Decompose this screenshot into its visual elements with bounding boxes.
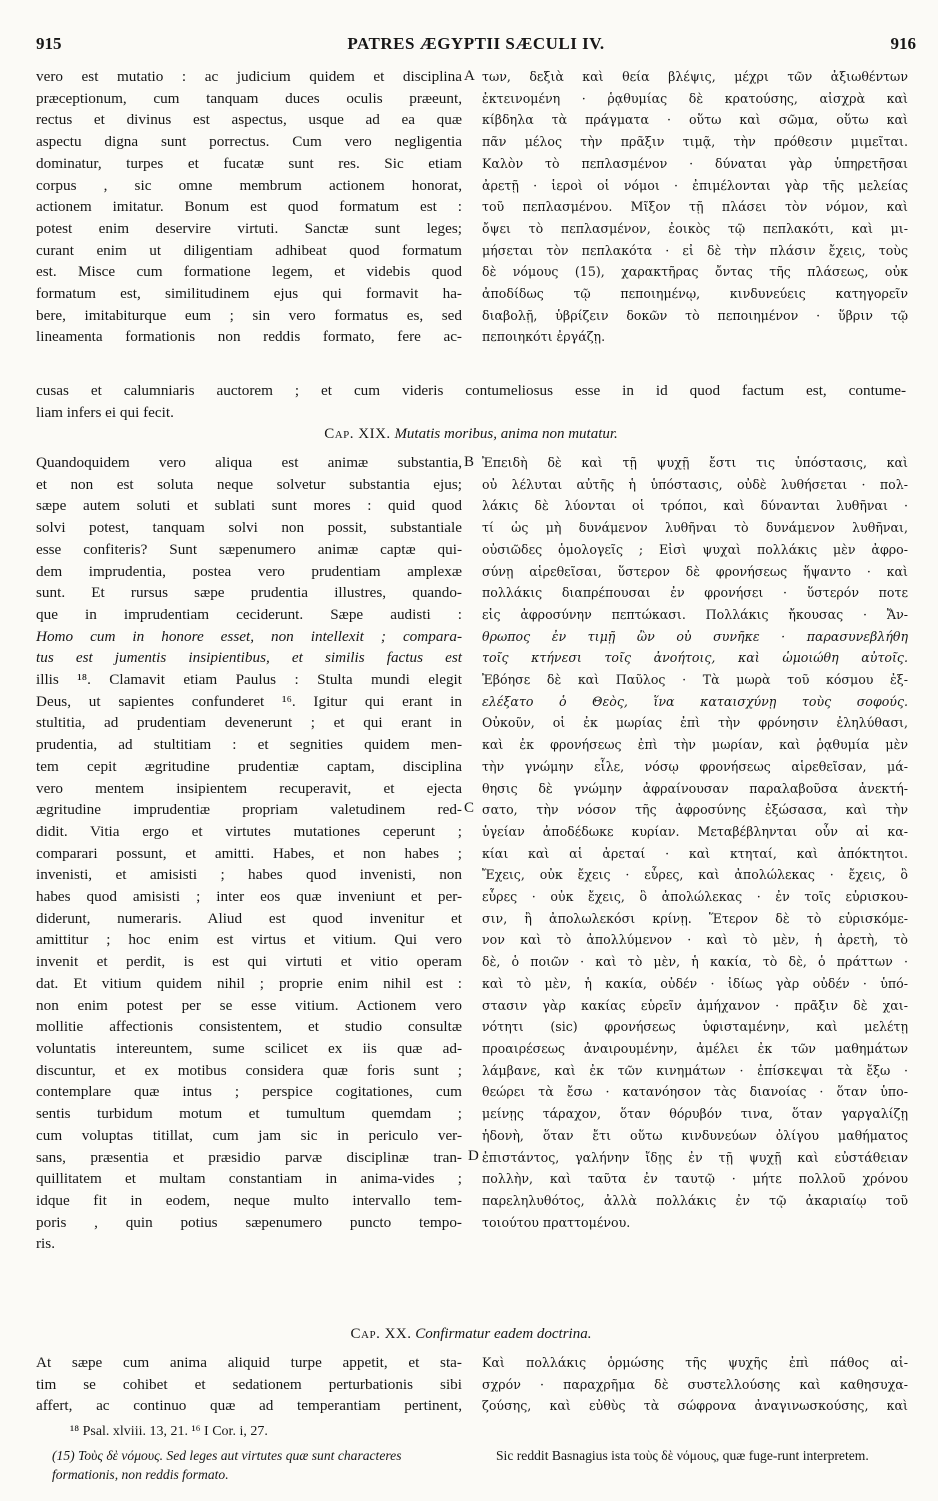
text-line: habes quod amisisti ; inter eos quæ inveniunt et per-	[36, 888, 462, 906]
page-number-right: 916	[890, 34, 916, 53]
text-line: Quandoquidem vero aliqua est animæ substantia,	[36, 454, 462, 471]
text-line: Deus, ut sapientes confunderet ¹⁶. Igitur qui erant in	[36, 692, 462, 710]
text-line: τί ὡς μὴ δυνάμενον λυθῆναι τὸ δυνάμενον λυθῆναι,	[482, 520, 908, 536]
text-line: illis ¹⁸. Clamavit etiam Paulus : Stulta mundi elegit	[36, 671, 462, 689]
text-line: μείνῃς τάραχον, ὅταν θόρυβόν τινα, ὅταν γαργαλίζῃ	[482, 1106, 908, 1122]
latin-column-chapter-xix	[36, 452, 462, 1255]
text-line: λάκις δὲ λύονται οἱ τρόποι, καὶ δύνανται λυθῆναι ·	[482, 498, 908, 514]
text-line: rectus et divinus est aspectus, usque ad ea quæ	[36, 111, 462, 129]
footnote-left	[52, 1446, 462, 1484]
text-line: καὶ ἐκ φρονήσεως ἐπὶ τὴν μωρίαν, καὶ ῥᾳθυμία μὲν	[482, 737, 908, 753]
text-line: οὐσιῶδες ὁμολογεῖς ; Εἰσὶ ψυχαὶ πολλάκις μὲν ἀφρο-	[482, 541, 908, 557]
greek-column-chapter-xix	[482, 452, 908, 1233]
text-line: dominatur, turpes et fucatæ sunt res. Sic etiam	[36, 154, 462, 172]
text-line: dem imprudentia, postea vero prudentiam amplexæ	[36, 562, 462, 580]
text-line: δὲ νόμους (15), χαρακτῆρας ὄντας τῆς πλάσεως, οὐκ	[482, 264, 908, 280]
footnote-text: (15) Τοὺς δὲ νόμους. Sed leges aut virtutes quæ sunt characteres formationis, non reddis formato.	[52, 1448, 402, 1482]
text-line: τοιούτου πραττομένου.	[482, 1214, 631, 1230]
text-line: cusas et calumniaris auctorem ; et cum videris contumeliosus esse in id quod factum est, contume-	[36, 382, 906, 399]
chapter-title: Mutatis moribus, anima non mutatur.	[394, 426, 618, 442]
text-line: sæpe autem soluti et sublati sunt mores : quid quod	[36, 497, 462, 515]
text-line: tem cepit ægritudine prudentiæ captam, disciplina	[36, 757, 462, 775]
text-line: σατο, τὴν νόσον τῆς ἀφροσύνης ἐξώσασα, καὶ τὴν	[482, 802, 908, 818]
text-line: mollitie affectionis consistentem, et studio consultæ	[36, 1018, 462, 1036]
text-line: et non est soluta neque solvetur substantia ejus;	[36, 475, 462, 493]
text-line: θεώρει τὰ ἔσω · κατανόησον τὰς διανοίας · ὅταν ὑπο-	[482, 1084, 908, 1100]
text-line: νότητι (sic) φρονήσεως ὑφισταμένην, καὶ μελέτῃ	[482, 1019, 908, 1035]
footnote-text: Sic reddit Basnagius ista τοὺς δὲ νόμους, quæ fuge-runt interpretem.	[496, 1448, 869, 1463]
chapter-title: Confirmatur eadem doctrina.	[415, 1326, 592, 1342]
text-line: contemplare quæ intus ; perspice cogitationes, cum	[36, 1083, 462, 1101]
text-line: cum voluptas titillat, cum jam sic in periculo ver-	[36, 1126, 462, 1144]
text-line: ἀποδίδως τῷ πεποιημένῳ, κινδυνεύεις κατηγορεῖν	[482, 286, 908, 302]
latin-wide-continuation	[36, 380, 906, 423]
text-line: καὶ τὸ μὲν, ἡ κακία, οὐδέν · ἰδίως γὰρ οὐδέν · ὑπό-	[482, 975, 908, 991]
text-line: non enim potest per se esse vitium. Actionem vero	[36, 996, 462, 1014]
text-line: est. Misce cum formatione legem, et videbis quod	[36, 263, 462, 281]
text-line: vero mentem insipientem recuperavit, et ejecta	[36, 779, 462, 797]
text-line: Ἔχεις, οὐκ ἔχεις · εὗρες, καὶ ἀπολώλεκας · ἔχεις, ὃ	[482, 867, 908, 883]
text-line: discuntur, et ex motibus considera quæ foris sunt ;	[36, 1061, 462, 1079]
text-line: κίβδηλα τὰ πράγματα · οὕτω καὶ σῶμα, οὕτω καὶ	[482, 112, 908, 128]
text-line: sans, præsentia et præsidio parvæ disciplinæ tran-	[36, 1148, 462, 1166]
text-line: præceptionum, cum tanquam duces oculis præeunt,	[36, 89, 462, 107]
text-line: voluntatis intereuntem, sume scilicet ex iis quæ ad-	[36, 1039, 462, 1057]
chapter-number: Cap. XX.	[350, 1326, 412, 1342]
chapter-number: Cap. XIX.	[324, 426, 391, 442]
text-line: At sæpe cum anima aliquid turpe appetit, et sta-	[36, 1354, 462, 1371]
text-line: κίαι καὶ αἱ ἀρεταί · καὶ κτηταί, καὶ ἀπόκτητοι.	[482, 845, 908, 861]
text-line: εὗρες · οὐκ ἔχεις, ὃ ἀπολώλεκας · ἐν τοῖς εὑρισκου-	[482, 889, 908, 905]
text-line: οὐ λέλυται αὐτῆς ἡ ὑπόστασις, οὐδὲ λυθήσεται · πολ-	[482, 476, 908, 492]
text-line: que in imprudentiam ceciderunt. Sæpe audisti :	[36, 605, 462, 623]
text-line: Ἐπειδὴ δὲ καὶ τῇ ψυχῇ ἔστι τις ὑπόστασις, καὶ	[482, 455, 908, 470]
page-number-left: 915	[36, 34, 62, 53]
text-line: curant enim ut diligentiam adhibeat quod formatum	[36, 241, 462, 259]
text-line: προαιρέσεως ἀναιρουμένην, ἀμέλει ἐκ τῶν μαθημάτων	[482, 1040, 908, 1056]
text-line: Καὶ πολλάκις ὁρμώσης τῆς ψυχῆς ἐπὶ πάθος αἰ-	[482, 1355, 908, 1370]
text-line: θησις δὲ γνώμην ἀφραίνουσαν παραλαβοῦσα ἀνεκτή-	[482, 780, 908, 796]
text-line: πεποιηκότι ἐργάζῃ.	[482, 329, 606, 345]
text-line: sunt. Et rursus sæpe prudentia illustres, quando-	[36, 584, 462, 602]
text-line: τοῖς κτήνεσι τοῖς ἀνοήτοις, καὶ ὡμοιώθη αὐτοῖς.	[482, 650, 908, 666]
text-line: Ἐβόησε δὲ καὶ Παῦλος · Τὰ μωρὰ τοῦ κόσμου ἐξ-	[482, 672, 908, 688]
scripture-references	[70, 1422, 462, 1441]
text-line: liam infers ei qui fecit.	[36, 403, 174, 421]
footnote-right	[496, 1446, 906, 1465]
text-line: comparari possunt, et amitti. Habes, et non habes ;	[36, 844, 462, 862]
text-line: τοῦ πεπλασμένου. Μῖξον τῇ πλάσει τὸν νόμον, καὶ	[482, 199, 908, 215]
text-line: ελέξατο ὁ Θεὸς, ἵνα καταισχύνῃ τοὺς σοφούς.	[482, 693, 908, 709]
text-line: corpus , sic omne membrum actionem honorat,	[36, 176, 462, 194]
text-line: esse confiteris? Sunt sæpenumero animæ captæ qui-	[36, 540, 462, 558]
text-line: vero est mutatio : ac judicium quidem et disciplina	[36, 68, 462, 85]
text-line: ἡδονὴ, ὅταν ἔτι οὕτω κινδυνεύων ὀλίγου μαθήματος	[482, 1127, 908, 1143]
text-line: amittitur ; hoc enim est virtus et vitium. Qui vero	[36, 931, 462, 949]
text-line: Καλὸν τὸ πεπλασμένον · δύναται γὰρ ὑπηρετῆσαι	[482, 155, 908, 171]
text-line: invenit et perdit, is est qui virtuti et vitio operam	[36, 953, 462, 971]
margin-marker-d: D	[468, 1148, 479, 1164]
text-line: potest enim deservire virtuti. Sanctæ sunt leges;	[36, 219, 462, 237]
margin-marker-c: C	[464, 800, 475, 816]
text-line: τὴν γνώμην εἷλε, νόσῳ φρονήσεως αἱρεθεῖσαν, μά-	[482, 758, 908, 774]
text-line: μήσεται τὸν πεπλακότα · εἰ δὲ τὴν πλάσιν ἔχεις, τοὺς	[482, 242, 908, 258]
text-line: λάμβανε, καὶ ἐκ τῶν κινημάτων · ἐπίσκεψαι τὰ ἔξω ·	[482, 1062, 908, 1078]
text-line: δὲ, ὁ ποιῶν · καὶ τὸ μὲν, ἡ κακία, τὸ δὲ, ὁ πράττων ·	[482, 954, 908, 970]
text-line: ζούσης, καὶ εὐθὺς τὰ σώφρονα ἀναγινωσκούσης, καὶ	[482, 1398, 908, 1414]
text-line: ægritudine imprudentiæ propriam valetudinem red-	[36, 801, 462, 819]
text-line: quillitatem et multam constantiam in anima-vides ;	[36, 1170, 462, 1188]
text-line: actionem imitatur. Bonum est quod formatum est :	[36, 198, 462, 216]
text-line: stultitia, ad prudentiam devenerunt ; et qui erant in	[36, 714, 462, 732]
text-line: solvi potest, tanquam solvi non possit, substantiale	[36, 519, 462, 537]
footnote-refs: ¹⁸ Psal. xlviii. 13, 21. ¹⁶ I Cor. i, 27.	[70, 1424, 268, 1439]
text-line: poris , quin potius sæpenumero puncto tempo-	[36, 1213, 462, 1231]
text-line: ἐκτεινομένη · ῥᾳθυμίας δὲ κρατούσης, αἰσχρὰ καὶ	[482, 90, 908, 106]
text-line: σύνῃ αἱρεθεῖσαι, ὕστερον δὲ φρονήσεως ἥψαντο · καὶ	[482, 563, 908, 579]
text-line: invenisti, et amisisti ; habes quod invenisti, non	[36, 866, 462, 884]
text-line: tim se cohibet et sedationem perturbationis sibi	[36, 1375, 462, 1393]
greek-column-chapter-xx	[482, 1352, 908, 1417]
text-line: idque fit in eodem, neque multo intervallo tem-	[36, 1191, 462, 1209]
text-line: Οὐκοῦν, οἱ ἐκ μωρίας ἐπὶ τὴν φρόνησιν ἐληλύθασι,	[482, 715, 908, 731]
text-line: dat. Et vitium quidem nihil ; proprie enim nihil est :	[36, 974, 462, 992]
text-line: Homo cum in honore esset, non intellexit ; compara-	[36, 627, 462, 645]
text-line: ἐπιστάντος, γαλήνην ἴδῃς ἐν τῇ ψυχῇ καὶ εὐστάθειαν	[482, 1149, 908, 1165]
chapter-heading-xix	[36, 426, 906, 443]
latin-column-chapter-xx	[36, 1352, 462, 1417]
text-line: affert, ac continuo quæ ad temperantiam pertinent,	[36, 1397, 462, 1415]
greek-column-section-1	[482, 66, 908, 348]
text-line: diderunt, numeraris. Aliud est quod invenitur et	[36, 909, 462, 927]
text-line: formatum est, similitudinem ejus qui formavit ha-	[36, 285, 462, 303]
text-line: prudentia, ad stultitiam : et segnities quidem men-	[36, 736, 462, 754]
text-line: εἰς ἀφροσύνην πεπτώκασι. Πολλάκις ἤκουσας · Ἄν-	[482, 606, 908, 622]
text-line: ὄψει τὸ πεπλασμένον, ἐοικὸς τῷ πεπλακότι, καὶ μι-	[482, 220, 908, 236]
text-line: bere, imitabiturque eum ; sin vero formatus es, sed	[36, 306, 462, 324]
text-line: διαβολῇ, ὑβρίζειν δοκῶν τὸ πεποιημένον · ὕβριν τῷ	[482, 307, 908, 323]
text-line: lineamenta formationis non reddis formato, fere ac-	[36, 328, 462, 346]
text-line: παρεληλυθότος, ἀλλὰ πολλάκις ἐν τῷ ἀκαριαίῳ τοῦ	[482, 1192, 908, 1208]
margin-marker-b: B	[464, 454, 475, 470]
text-line: tus est jumentis insipientibus, et similis factus est	[36, 649, 462, 667]
text-line: aspectu digna sunt porrectus. Cum vero negligentia	[36, 133, 462, 151]
text-line: πολλάκις διαπρέπουσαι ἐν φρονήσει · ὕστερόν ποτε	[482, 585, 908, 601]
text-line: πολλὴν, καὶ ταῦτα ἐν ταυτῷ · μήτε πολλοῦ χρόνου	[482, 1171, 908, 1187]
running-title: PATRES ÆGYPTII SÆCULI IV.	[347, 34, 605, 53]
chapter-heading-xx	[36, 1326, 906, 1343]
latin-column-section-1	[36, 66, 462, 348]
text-line: πᾶν μέλος τὴν πρᾶξιν τιμᾷ, τὴν πρόθεσιν μιμεῖται.	[482, 134, 908, 150]
text-line: didit. Vitia ergo et virtutes mutationes ceperunt ;	[36, 822, 462, 840]
text-line: sentis turbidum motum et tumultum quemdam ;	[36, 1105, 462, 1123]
text-line: σχρόν · παραχρῆμα δὲ συστελλούσης καὶ καθησυχα-	[482, 1376, 908, 1392]
margin-marker-a: A	[464, 68, 475, 84]
text-line: θρωπος ἐν τιμῇ ὢν οὐ συνῆκε · παρασυνεβλήθη	[482, 628, 908, 644]
text-line: σιν, ἢ ἀπολωλεκόσι κρίνῃ. Ἕτερον δὲ τὸ εὑρισκόμε-	[482, 910, 908, 926]
text-line: ris.	[36, 1235, 55, 1253]
text-line: ὑγείαν ἀποδέδωκε κυρίαν. Μεταβέβληνται οὖν αἱ κα-	[482, 823, 908, 839]
page-header	[36, 34, 916, 56]
text-line: νον καὶ τὸ ἀπολλύμενον · καὶ τὸ μὲν, ἡ ἀρετὴ, τὸ	[482, 932, 908, 948]
text-line: των, δεξιὰ καὶ θεία βλέψις, μέχρι τῶν ἀξιωθέντων	[482, 69, 908, 84]
text-line: στασιν γὰρ κακίας εὑρεῖν ἀμήχανον · πρᾶξιν δὲ χαι-	[482, 997, 908, 1013]
text-line: ἀρετῇ · ἱεροὶ οἱ νόμοι · ἐπιμέλονται γὰρ τῆς μελείας	[482, 177, 908, 193]
